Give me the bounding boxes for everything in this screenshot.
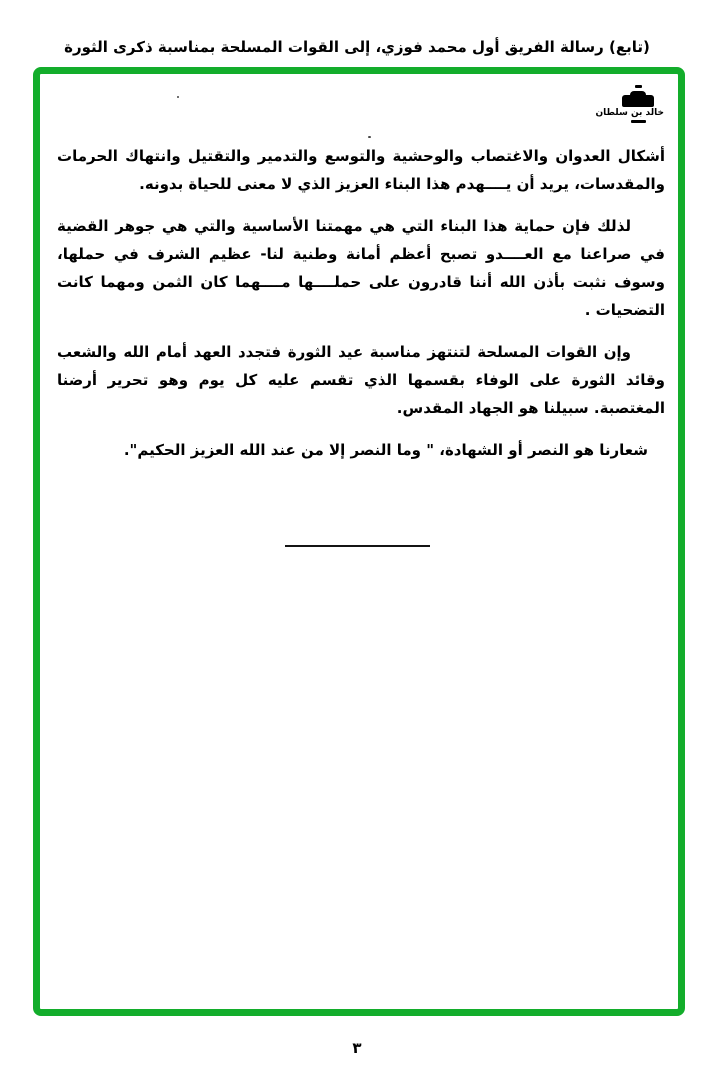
- stamp-name-text: خالد بن سلطان: [595, 108, 664, 118]
- scan-speck: [368, 136, 371, 138]
- paragraph-mission: لذلك فإن حماية هذا البناء التي هي مهمتنا الأساسية والتي هي جوهر القضية في صراعنا مع العــــدو تصبح أعظم أمانة وطنية لنا- عظيم الشرف في حملها، وسوف نثبت بأذن الله أننا قادرون على حملــــها مــــهما كان الثمن ومهما كانت التضحيات .: [57, 217, 665, 319]
- green-border-frame: [33, 67, 685, 1016]
- page-header-title: (تابع) رسالة الفريق أول محمد فوزي، إلى القوات المسلحة بمناسبة ذكرى الثورة: [64, 38, 650, 56]
- stamp-caption-smudge: [631, 120, 646, 123]
- scan-speck: [177, 96, 179, 98]
- page-number: ٣: [352, 1039, 362, 1057]
- stamp-ornament-dot: [635, 85, 642, 88]
- stamp-crown-icon: [619, 91, 657, 107]
- closing-divider-line: [285, 545, 430, 547]
- publisher-stamp: [595, 85, 664, 123]
- paragraph-pledge: وإن القوات المسلحة لتنتهز مناسبة عيد الثورة فتجدد العهد أمام الله والشعب وقائد الثورة على الوفاء بقسمها الذي تقسم عليه كل يوم وهو تحرير أرضنا المغتصبة. سبيلنا هو الجهاد المقدس.: [57, 343, 665, 417]
- letter-body: [57, 142, 665, 547]
- paragraph-motto: شعارنا هو النصر أو الشهادة، " وما النصر إلا من عند الله العزيز الحكيم".: [123, 441, 648, 459]
- paragraph-aggression: أشكال العدوان والاغتصاب والوحشية والتوسع والتدمير والتقتيل وانتهاك الحرمات والمقدسات، يريد أن يــــهدم هذا البناء العزيز الذي لا معنى للحياة بدونه.: [57, 147, 665, 193]
